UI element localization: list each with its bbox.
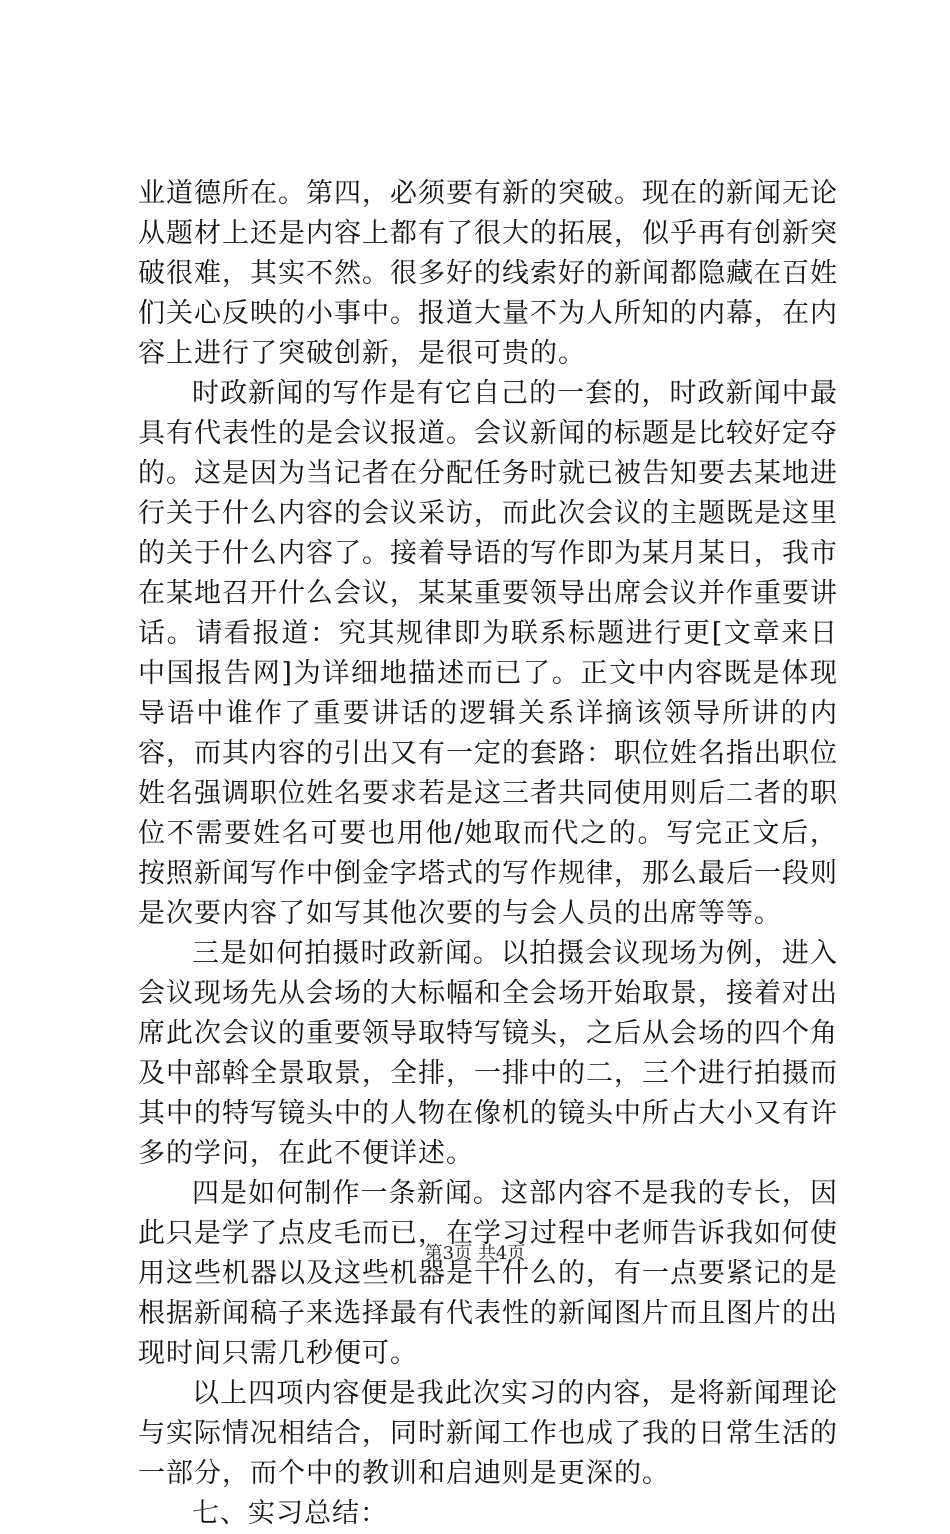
paragraph-summary-of-content: 以上四项内容便是我此次实习的内容，是将新闻理论与实际情况相结合，同时新闻工作也成了我的日常生活的一部分，而个中的教训和启迪则是更深的。 xyxy=(138,1378,838,1489)
page-number: 第3页 共4页 xyxy=(424,1243,526,1264)
page-footer xyxy=(0,1242,950,1266)
section-heading-internship-summary: 七、实习总结： xyxy=(192,1498,388,1529)
document-body xyxy=(138,174,838,1534)
paragraph-news-writing: 时政新闻的写作是有它自己的一套的，时政新闻中最具有代表性的是会议报道。会议新闻的标题是比较好定夺的。这是因为当记者在分配任务时就已被告知要去某地进行关于什么内容的会议采访，而此次会议的主题既是这里的关于什么内容了。接着导语的写作即为某月某日，我市在某地召开什么会议，某某重要领导出席会议并作重要讲话。请看报道：究其规律即为联系标题进行更[文章来日中国报告网]为详细地描述而已了。正文中内容既是体现导语中谁作了重要讲话的逻辑关系详摘该领导所讲的内容，而其内容的引出又有一定的套路：职位姓名指出职位姓名强调职位姓名要求若是这三者共同使用则后二者的职位不需要姓名可要也用他/她取而代之的。写完正文后，按照新闻写作中倒金字塔式的写作规律，那么最后一段则是次要内容了如写其他次要的与会人员的出席等等。 xyxy=(138,378,838,929)
paragraph-news-shooting: 三是如何拍摄时政新闻。以拍摄会议现场为例，进入会议现场先从会场的大标幅和全会场开始取景，接着对出席此次会议的重要领导取特写镜头，之后从会场的四个角及中部斡全景取景，全排，一排中的二，三个进行拍摄而其中的特写镜头中的人物在像机的镜头中所占大小又有许多的学问，在此不便详述。 xyxy=(138,938,838,1169)
paragraph-news-production: 四是如何制作一条新闻。这部内容不是我的专长，因此只是学了点皮毛而已，在学习过程中老师告诉我如何使用这些机器以及这些机器是干什么的，有一点要紧记的是根据新闻稿子来选择最有代表性的新闻图片而且图片的出现时间只需几秒便可。 xyxy=(138,1178,838,1369)
paragraph-continuation: 业道德所在。第四，必须要有新的突破。现在的新闻无论从题材上还是内容上都有了很大的拓展，似乎再有创新突破很难，其实不然。很多好的线索好的新闻都隐藏在百姓们关心反映的小事中。报道大量不为人所知的内幕，在内容上进行了突破创新，是很可贵的。 xyxy=(138,178,838,369)
